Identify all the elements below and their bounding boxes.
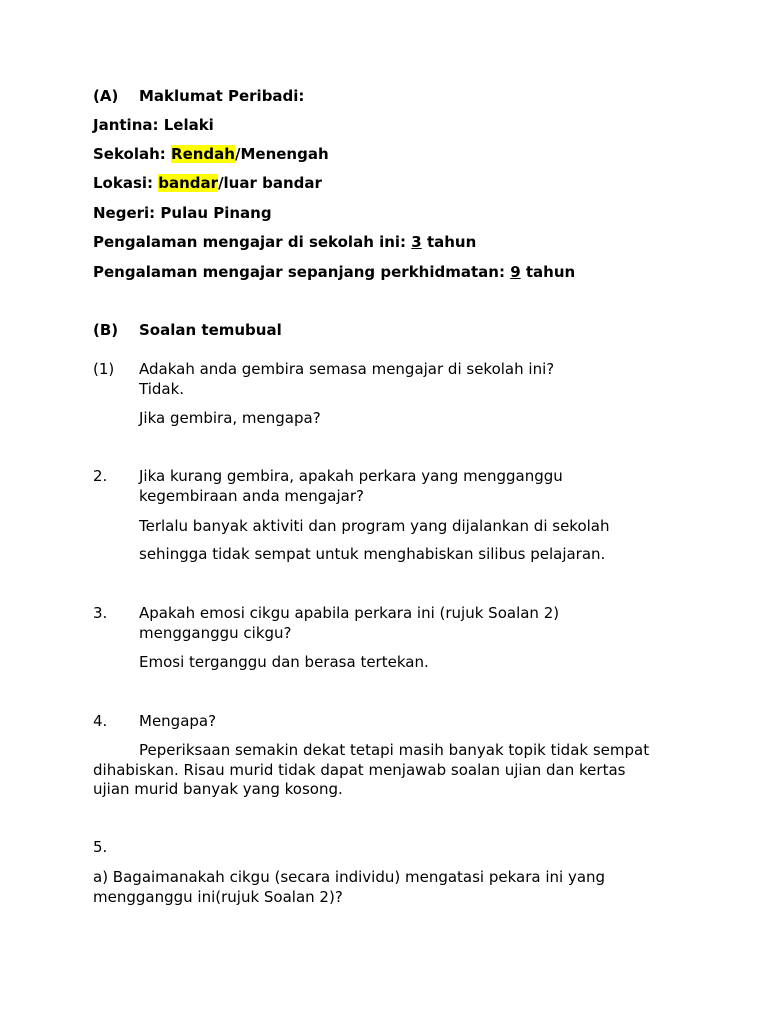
school-selected-highlight: Rendah xyxy=(171,145,235,163)
q1-number: (1) xyxy=(93,360,115,378)
q4-question: Mengapa? xyxy=(139,712,217,730)
q1-question: Adakah anda gembira semasa mengajar di sekolah ini? xyxy=(139,360,555,378)
experience-total-field xyxy=(93,262,575,282)
location-field xyxy=(93,173,322,193)
location-label: Lokasi: xyxy=(93,174,159,192)
q2-answer-line1: Terlalu banyak aktiviti dan program yang dijalankan di sekolah xyxy=(139,517,610,535)
q2-question-line2: kegembiraan anda mengajar? xyxy=(139,487,364,505)
q3-answer: Emosi terganggu dan berasa tertekan. xyxy=(139,653,429,671)
experience-total-value: 9 xyxy=(510,263,521,281)
gender-field: Jantina: Lelaki xyxy=(93,116,214,134)
experience-total-label: Pengalaman mengajar sepanjang perkhidmatan: xyxy=(93,263,511,281)
section-a-label: (A) xyxy=(93,87,119,105)
q1-followup: Jika gembira, mengapa? xyxy=(139,409,321,427)
q2-answer-line2: sehingga tidak sempat untuk menghabiskan silibus pelajaran. xyxy=(139,545,606,563)
q4-answer-line1: Peperiksaan semakin dekat tetapi masih banyak topik tidak sempat xyxy=(139,741,650,759)
experience-school-value: 3 xyxy=(411,233,422,251)
q3-question-line2: mengganggu cikgu? xyxy=(139,624,292,642)
q1-answer: Tidak. xyxy=(139,380,185,398)
q2-question-line1: Jika kurang gembira, apakah perkara yang mengganggu xyxy=(139,467,563,485)
school-label: Sekolah: xyxy=(93,145,172,163)
q5-question-line2: mengganggu ini(rujuk Soalan 2)? xyxy=(93,888,343,906)
q4-number: 4. xyxy=(93,712,108,730)
section-b-label: (B) xyxy=(93,321,119,339)
q5-number: 5. xyxy=(93,838,108,856)
school-field xyxy=(93,144,329,164)
location-other-option: /luar bandar xyxy=(218,174,322,192)
school-other-option: /Menengah xyxy=(234,145,329,163)
q5-question-line1: a) Bagaimanakah cikgu (secara individu) mengatasi pekara ini yang xyxy=(93,868,606,886)
q3-question-line1: Apakah emosi cikgu apabila perkara ini (rujuk Soalan 2) xyxy=(139,604,560,622)
state-field: Negeri: Pulau Pinang xyxy=(93,204,272,222)
experience-school-field xyxy=(93,232,476,252)
q3-number: 3. xyxy=(93,604,108,622)
section-b-title: Soalan temubual xyxy=(139,321,282,339)
experience-school-unit: tahun xyxy=(421,233,477,251)
location-selected-highlight: bandar xyxy=(158,174,219,192)
q4-answer-line3: ujian murid banyak yang kosong. xyxy=(93,780,343,798)
q2-number: 2. xyxy=(93,467,108,485)
q4-answer-line2: dihabiskan. Risau murid tidak dapat menjawab soalan ujian dan kertas xyxy=(93,761,626,779)
section-a-title: Maklumat Peribadi: xyxy=(139,87,305,105)
experience-total-unit: tahun xyxy=(520,263,576,281)
experience-school-label: Pengalaman mengajar di sekolah ini: xyxy=(93,233,412,251)
